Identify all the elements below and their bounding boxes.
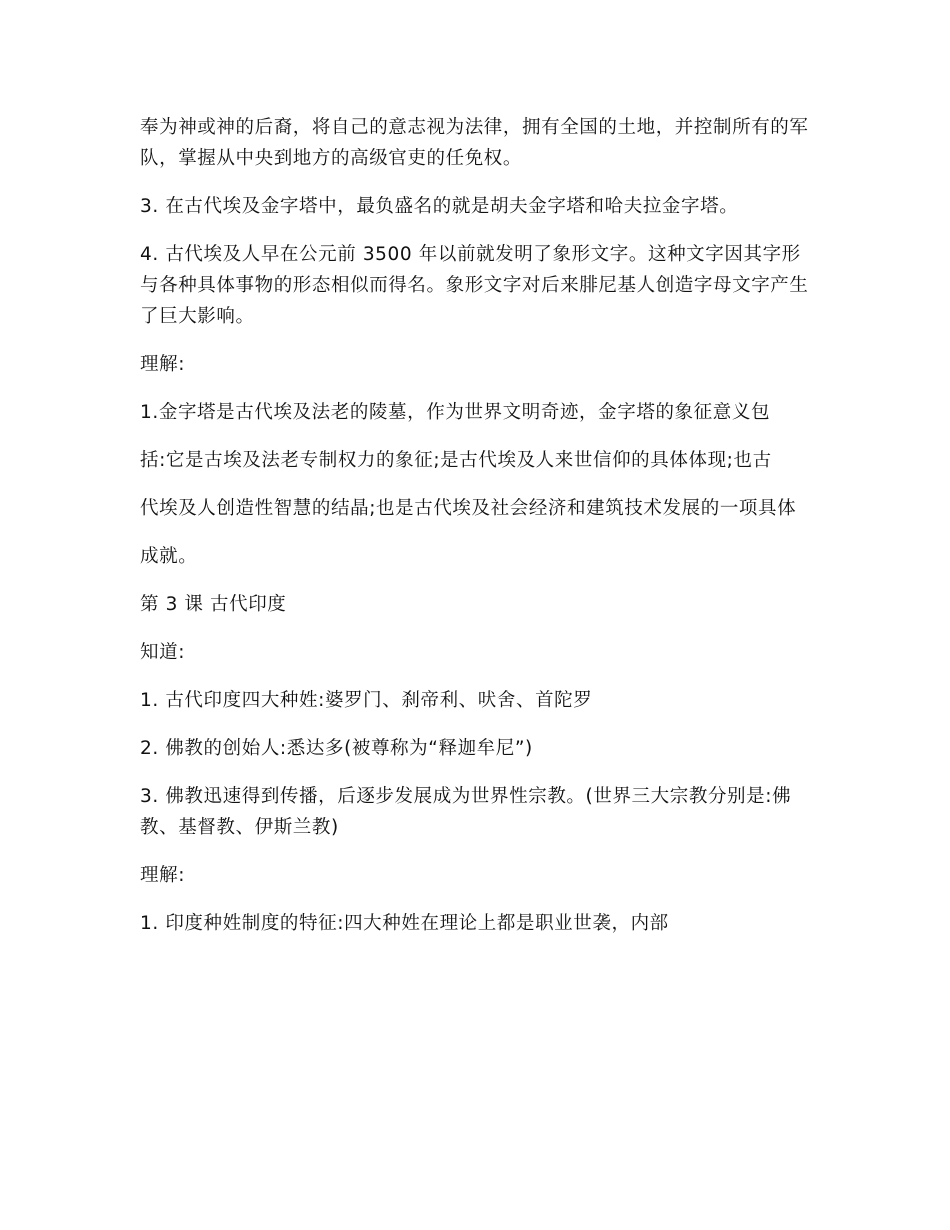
paragraph-hieroglyphs: 4. 古代埃及人早在公元前 3500 年以前就发明了象形文字。这种文字因其字形与各种具体事物的形态相似而得名。象形文字对后来腓尼基人创造字母文字产生了巨大影响。 [140,244,809,327]
paragraph-pyramid-symbol: 括:它是古埃及法老专制权力的象征;是古代埃及人来世信仰的具体体现;也古 [140,450,772,471]
lesson-heading: 第 3 课 古代印度 [140,594,287,615]
paragraph-famous-pyramids: 3. 在古代埃及金字塔中，最负盛名的就是胡夫金字塔和哈夫拉金字塔。 [140,196,739,217]
paragraph-pyramid-meaning: 1.金字塔是古代埃及法老的陵墓，作为世界文明奇迹，金字塔的象征意义包 [140,402,771,423]
section-label-know: 知道: [140,642,186,663]
paragraph-caste-features: 1. 印度种姓制度的特征:四大种姓在理论上都是职业世袭，内部 [140,913,669,934]
paragraph-pyramid-wisdom: 代埃及人创造性智慧的结晶;也是古代埃及社会经济和建筑技术发展的一项具体 [140,498,797,519]
paragraph-pharaoh-powers: 奉为神或神的后裔，将自己的意志视为法律，拥有全国的土地，并控制所有的军队，掌握从中央到地方的高级官吏的任免权。 [140,117,809,169]
section-label-understand: 理解: [140,354,186,375]
section-label-understand-2: 理解: [140,865,186,886]
paragraph-achievement: 成就。 [140,546,198,567]
document-body [140,112,810,956]
paragraph-buddhism-founder: 2. 佛教的创始人:悉达多(被尊称为“释迦牟尼”) [140,738,533,759]
paragraph-world-religions: 3. 佛教迅速得到传播，后逐步发展成为世界性宗教。(世界三大宗教分别是:佛教、基督教、伊斯兰教) [140,786,792,838]
paragraph-four-castes: 1. 古代印度四大种姓:婆罗门、刹帝利、吠舍、首陀罗 [140,690,593,711]
